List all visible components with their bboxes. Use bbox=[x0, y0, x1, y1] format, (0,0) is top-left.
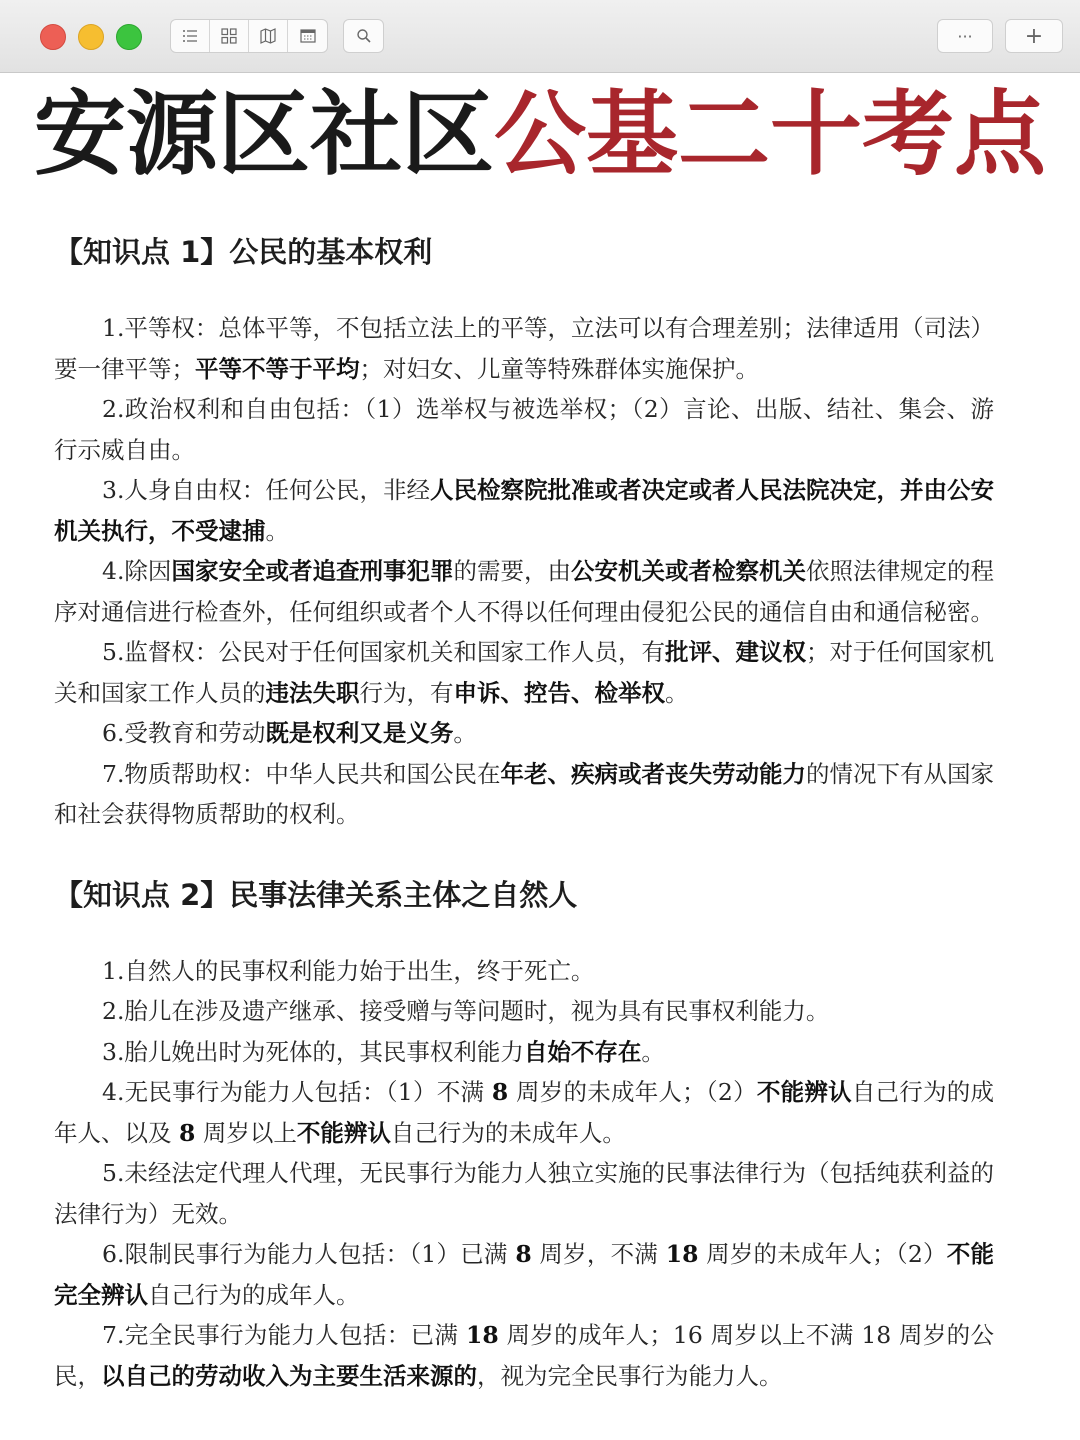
item-text: 。 bbox=[453, 719, 477, 747]
list-item bbox=[54, 754, 994, 835]
emphasis-text: 既是权利又是义务 bbox=[265, 719, 454, 747]
map-view-button[interactable] bbox=[249, 20, 288, 52]
item-text: 行为，有 bbox=[359, 678, 454, 707]
calendar-icon bbox=[299, 27, 317, 45]
item-text: 7.完全民事行为能力人包括：已满 bbox=[102, 1321, 467, 1349]
item-text: 3.胎儿娩出时为死体的，其民事权利能力 bbox=[102, 1037, 524, 1066]
item-text: 自己行为的成年人。 bbox=[148, 1280, 360, 1309]
list-item bbox=[54, 951, 994, 992]
emphasis-text: 不能辨认 bbox=[756, 1078, 852, 1106]
minimize-window-button[interactable] bbox=[78, 24, 104, 50]
more-toolbar bbox=[937, 19, 993, 53]
add-button[interactable] bbox=[1006, 20, 1062, 52]
emphasis-text: 18 bbox=[466, 1321, 499, 1349]
list-item bbox=[54, 389, 994, 470]
title-black-part: 安源区社区 bbox=[33, 81, 494, 188]
emphasis-text: 违法失职 bbox=[265, 678, 360, 707]
list-item bbox=[54, 991, 994, 1032]
list-item bbox=[54, 1032, 994, 1073]
item-text: ；对妇女、儿童等特殊群体实施保护。 bbox=[359, 354, 759, 383]
emphasis-text: 以自己的劳动收入为主要生活来源的 bbox=[101, 1361, 477, 1390]
item-text: 周岁以上 bbox=[195, 1118, 297, 1147]
list-view-button[interactable] bbox=[171, 20, 210, 52]
item-text: 周岁的未成年人；（2） bbox=[698, 1240, 947, 1268]
item-text: 周岁的未成年人；（2） bbox=[508, 1078, 757, 1106]
grid-view-button[interactable] bbox=[210, 20, 249, 52]
plus-icon: + bbox=[1024, 23, 1044, 49]
emphasis-text: 不能辨认 bbox=[296, 1118, 391, 1147]
item-text: 。 bbox=[641, 1037, 665, 1066]
emphasis-text: 18 bbox=[665, 1240, 699, 1268]
add-toolbar bbox=[1005, 19, 1063, 53]
item-list bbox=[54, 951, 994, 1397]
item-list bbox=[54, 308, 994, 835]
emphasis-text: 人民检察院批准或者决定或者人民法院决定，并由公安机关执行，不受逮捕 bbox=[54, 476, 995, 545]
emphasis-text: 自始不存在 bbox=[523, 1037, 642, 1066]
item-text: 6.受教育和劳动 bbox=[102, 719, 266, 747]
search-toolbar bbox=[343, 19, 384, 53]
item-text: 1.自然人的民事权利能力始于出生，终于死亡。 bbox=[102, 956, 595, 985]
item-text: 3.人身自由权：任何公民，非经 bbox=[102, 476, 430, 504]
section-heading: 【知识点 2】民事法律关系主体之自然人 bbox=[54, 877, 578, 912]
list-item bbox=[54, 1153, 994, 1234]
grid-icon bbox=[220, 27, 238, 45]
calendar-view-button[interactable] bbox=[288, 20, 327, 52]
emphasis-text: 批评、建议权 bbox=[664, 638, 806, 666]
item-text: 。 bbox=[665, 678, 689, 707]
emphasis-text: 8 bbox=[178, 1118, 196, 1147]
emphasis-text: 申诉、控告、检举权 bbox=[453, 678, 665, 707]
document-body bbox=[54, 218, 994, 1396]
list-item bbox=[54, 632, 994, 713]
item-text: 。 bbox=[265, 516, 289, 545]
item-text: 1.平等权：总体平等，不包括立法上的平等，立法可以有合理差别；法律适用（司法）要一律平等； bbox=[54, 314, 994, 383]
emphasis-text: 公安机关或者检察机关 bbox=[570, 557, 807, 585]
item-text: ；对于任何国家机关和国家工作人员的 bbox=[54, 638, 995, 707]
item-text: 依照法律规定的程序对通信进行检查外，任何组织或者个人不得以任何理由侵犯公民的通信自由和通信秘密。 bbox=[54, 557, 995, 626]
emphasis-text: 8 bbox=[515, 1240, 532, 1268]
list-item bbox=[54, 551, 994, 632]
item-text: 2.政治权利和自由包括：（1）选举权与被选举权；（2）言论、出版、结社、集会、游行示威自由。 bbox=[54, 395, 994, 464]
item-text: 周岁的成年人；16 周岁以上不满 18 周岁的公民， bbox=[54, 1321, 994, 1390]
item-text: 7.物质帮助权：中华人民共和国公民在 bbox=[102, 759, 501, 788]
map-icon bbox=[259, 27, 277, 45]
emphasis-text: 年老、疾病或者丧失劳动能力 bbox=[500, 759, 806, 788]
list-item bbox=[54, 470, 994, 551]
item-text: 自己行为的成年人、以及 bbox=[54, 1078, 995, 1147]
list-item bbox=[54, 1234, 994, 1315]
page-title bbox=[0, 80, 1080, 190]
more-icon: ··· bbox=[957, 26, 973, 46]
item-text: 4.除因 bbox=[102, 557, 172, 585]
close-window-button[interactable] bbox=[40, 24, 66, 50]
item-text: 的情况下有从国家和社会获得物质帮助的权利。 bbox=[54, 759, 995, 828]
section-heading: 【知识点 1】公民的基本权利 bbox=[54, 235, 433, 269]
list-item bbox=[54, 1072, 994, 1153]
list-icon bbox=[181, 27, 199, 45]
item-text: 5.未经法定代理人代理，无民事行为能力人独立实施的民事法律行为（包括纯获利益的法律行为）无效。 bbox=[54, 1159, 994, 1228]
item-text: 4.无民事行为能力人包括：（1）不满 bbox=[102, 1078, 492, 1106]
emphasis-text: 8 bbox=[491, 1078, 509, 1106]
item-text: 自己行为的未成年人。 bbox=[390, 1118, 626, 1147]
view-mode-toolbar bbox=[170, 19, 328, 53]
search-button[interactable] bbox=[344, 20, 383, 52]
emphasis-text: 平等不等于平均 bbox=[195, 354, 360, 383]
item-text: 5.监督权：公民对于任何国家机关和国家工作人员，有 bbox=[102, 638, 665, 666]
window-titlebar bbox=[0, 0, 1080, 73]
knowledge-point-1 bbox=[54, 228, 994, 835]
emphasis-text: 国家安全或者追查刑事犯罪 bbox=[171, 557, 454, 585]
emphasis-text: 不能完全辨认 bbox=[54, 1240, 995, 1309]
item-text: 的需要，由 bbox=[453, 557, 571, 585]
item-text: ，视为完全民事行为能力人。 bbox=[477, 1361, 783, 1390]
knowledge-point-2 bbox=[54, 871, 994, 1397]
search-icon bbox=[355, 27, 373, 45]
title-red-part: 公基二十考点 bbox=[494, 81, 1047, 188]
maximize-window-button[interactable] bbox=[116, 24, 142, 50]
item-text: 周岁，不满 bbox=[531, 1240, 666, 1268]
item-text: 2.胎儿在涉及遗产继承、接受赠与等问题时，视为具有民事权利能力。 bbox=[102, 997, 830, 1025]
list-item bbox=[54, 713, 994, 754]
list-item bbox=[54, 1315, 994, 1396]
more-options-button[interactable] bbox=[938, 20, 992, 52]
item-text: 6.限制民事行为能力人包括：（1）已满 bbox=[102, 1240, 516, 1268]
list-item bbox=[54, 308, 994, 389]
